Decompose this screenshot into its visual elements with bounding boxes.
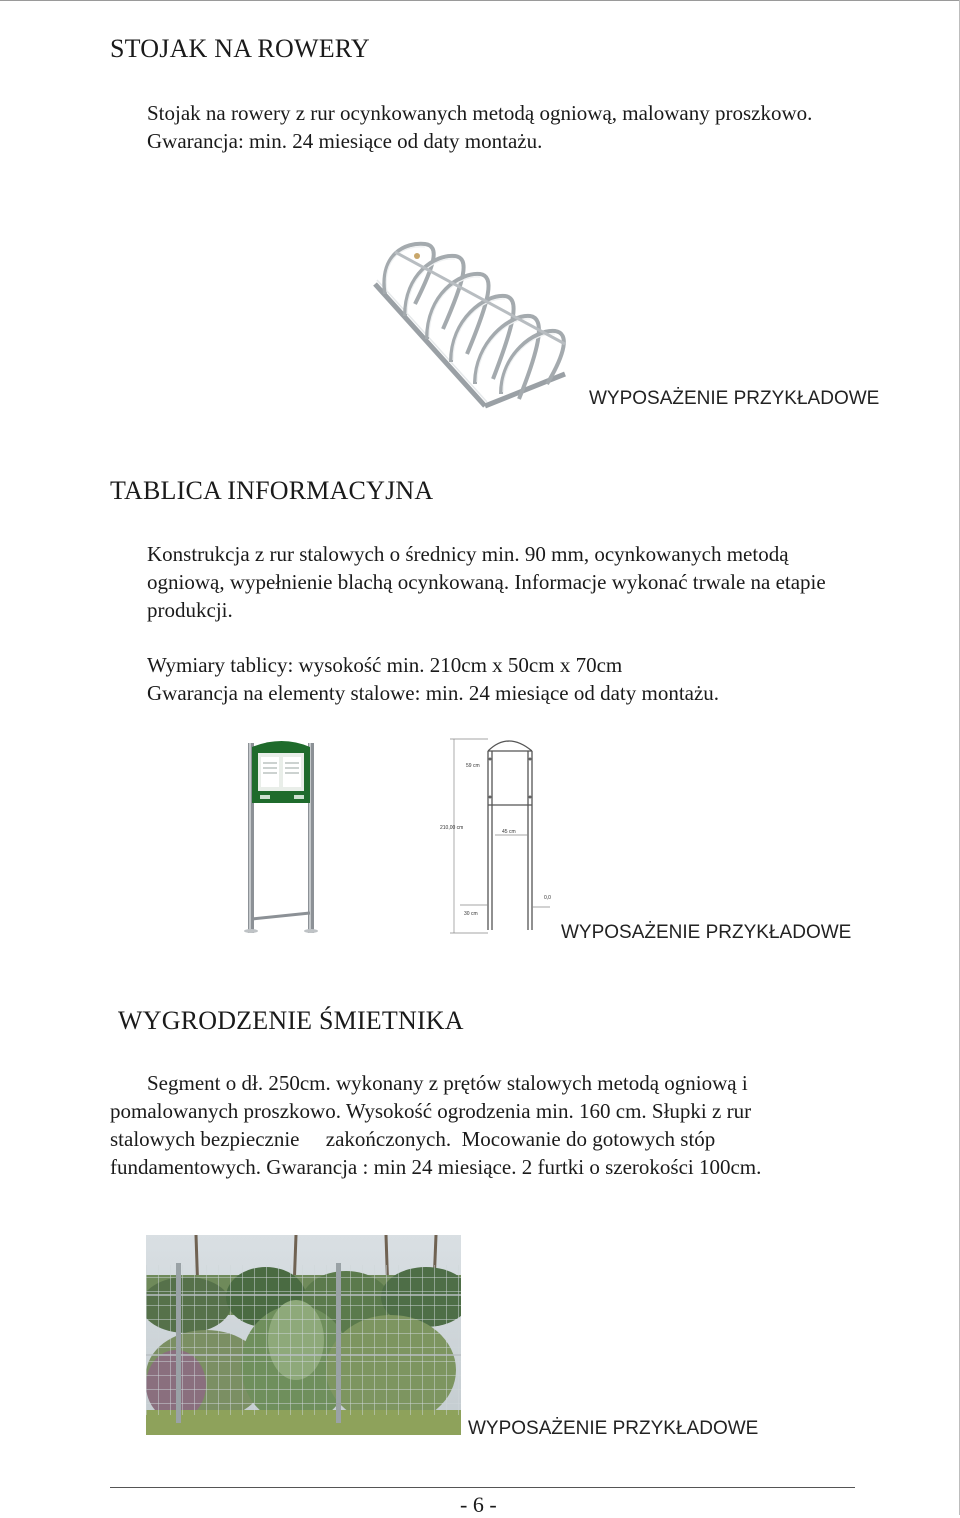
- bike-rack-image: [365, 234, 580, 409]
- info-board-image: [238, 737, 328, 937]
- section-heading-bin-enclosure: WYGRODZENIE ŚMIETNIKA: [118, 1006, 464, 1035]
- page-number: - 6 -: [460, 1492, 497, 1517]
- bin-enclosure-line-3: stalowych bezpiecznie zakończonych. Mocowanie do gotowych stóp: [110, 1127, 716, 1151]
- section-heading-bike-rack: STOJAK NA ROWERY: [110, 34, 370, 63]
- info-board-caption: WYPOSAŻENIE PRZYKŁADOWE: [561, 922, 852, 943]
- section-heading-info-board: TABLICA INFORMACYJNA: [110, 476, 434, 505]
- drawing-label-base: 30 cm: [464, 911, 478, 917]
- bike-rack-line-2: Gwarancja: min. 24 miesiące od daty montażu.: [147, 129, 543, 153]
- info-board-line-4: Wymiary tablicy: wysokość min. 210cm x 50cm x 70cm: [147, 653, 623, 677]
- drawing-label-zero: 0,0: [544, 895, 551, 901]
- drawing-label-inner: 45 cm: [502, 829, 516, 835]
- bin-enclosure-caption: WYPOSAŻENIE PRZYKŁADOWE: [468, 1418, 759, 1439]
- bike-rack-line-1: Stojak na rowery z rur ocynkowanych metodą ogniową, malowany proszkowo.: [147, 101, 813, 125]
- bike-rack-caption: WYPOSAŻENIE PRZYKŁADOWE: [589, 388, 880, 409]
- bin-enclosure-line-2: pomalowanych proszkowo. Wysokość ogrodzenia min. 160 cm. Słupki z rur: [110, 1099, 752, 1123]
- info-board-line-5: Gwarancja na elementy stalowe: min. 24 miesiące od daty montażu.: [147, 681, 720, 705]
- info-board-line-2: ogniową, wypełnienie blachą ocynkowaną. Informacje wykonać trwale na etapie: [147, 570, 826, 594]
- fence-photo-image: [146, 1235, 461, 1435]
- bin-enclosure-line-1: Segment o dł. 250cm. wykonany z prętów stalowych metodą ogniową i: [147, 1071, 748, 1095]
- page-border-top: [0, 0, 960, 1]
- footer-rule: [110, 1487, 855, 1488]
- board-drawing-image: [440, 735, 560, 940]
- drawing-label-width: 59 cm: [466, 763, 480, 769]
- info-board-line-1: Konstrukcja z rur stalowych o średnicy min. 90 mm, ocynkowanych metodą: [147, 542, 789, 566]
- drawing-label-height: 210,00 cm: [440, 825, 464, 831]
- info-board-line-3: produkcji.: [147, 598, 233, 622]
- bin-enclosure-line-4: fundamentowych. Gwarancja : min 24 miesiące. 2 furtki o szerokości 100cm.: [110, 1155, 762, 1179]
